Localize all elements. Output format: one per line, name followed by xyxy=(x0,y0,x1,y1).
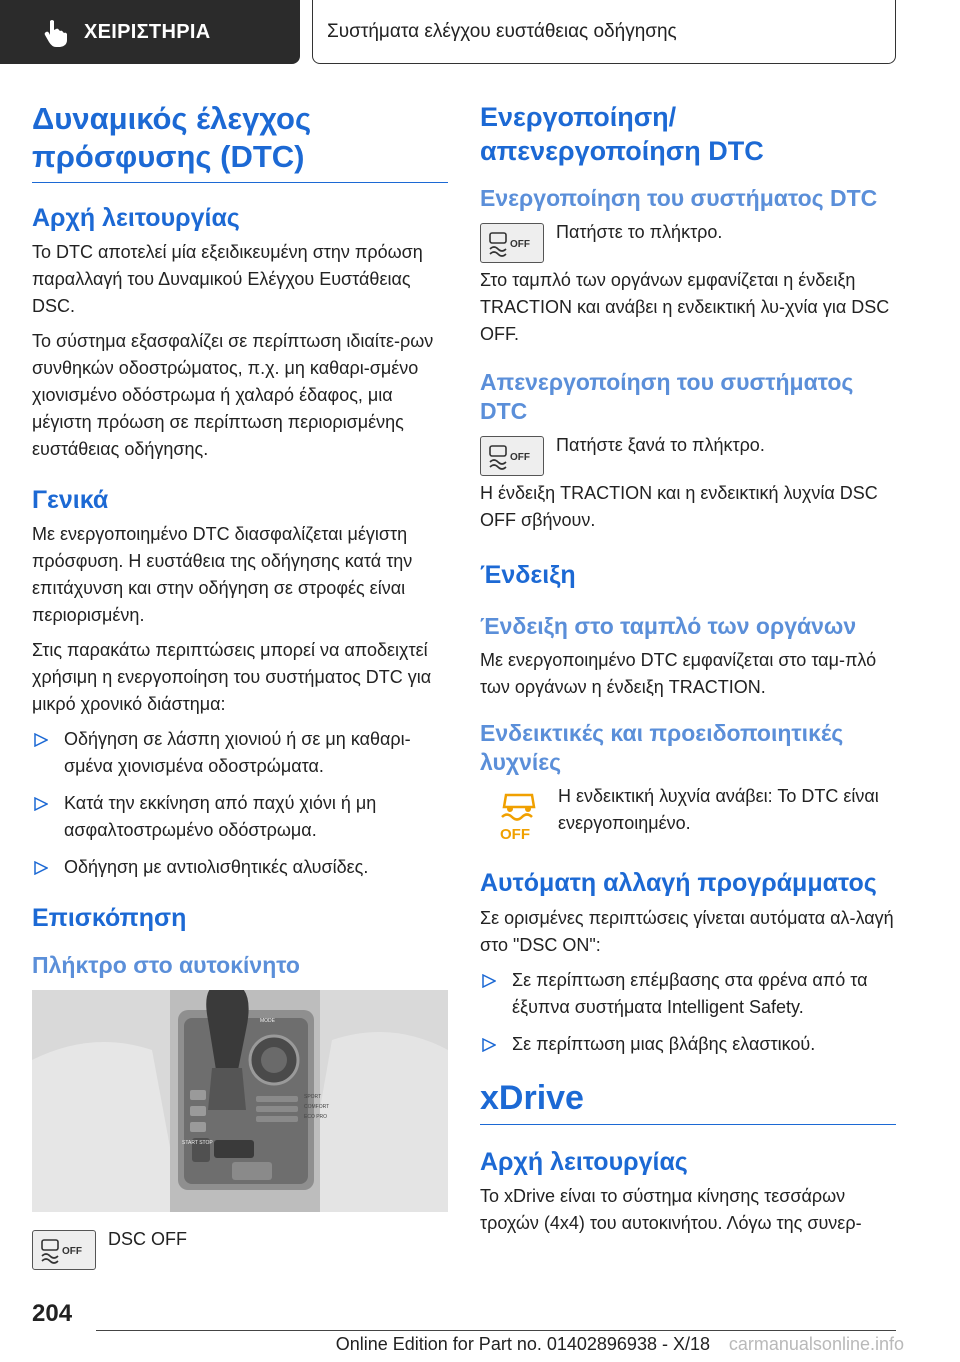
edition-info: Online Edition for Part no. 01402896938 - X/18 xyxy=(335,1334,710,1354)
general-heading: Γενικά xyxy=(32,486,109,514)
triangle-bullet-icon xyxy=(34,797,48,811)
indicator-heading: Ένδειξη xyxy=(480,561,576,589)
svg-text:OFF: OFF xyxy=(500,826,530,843)
photo-label-sport: SPORT xyxy=(304,1094,322,1100)
svg-text:OFF: OFF xyxy=(510,452,530,463)
activate-heading: Ενεργοποίηση του συστήματος DTC xyxy=(480,185,878,211)
general-paragraph-1: Με ενεργοποιημένο DTC διασφαλίζεται μέγιστη πρόσφυση. Η ευστάθεια της οδήγησης κατά την επιτάχυνση και στην οδήγηση σε στροφές είναι περιορισμένη. xyxy=(32,524,413,625)
dsc-off-caption-row xyxy=(32,1226,448,1270)
triangle-bullet-icon xyxy=(482,974,496,988)
dsc-off-icon xyxy=(32,1230,96,1270)
deactivate-heading: Απενεργοποίηση του συστήματος DTC xyxy=(480,369,854,424)
deactivate-result: Η ένδειξη TRACTION και η ενδεικτική λυχνία DSC OFF σβήνουν. xyxy=(480,483,878,530)
list-item: Κατά την εκκίνηση από παχύ χιόνι ή μη ασφαλτοστρωμένο οδόστρωμα. xyxy=(32,790,448,844)
photo-label-comfort: COMFORT xyxy=(304,1104,330,1110)
activate-step: Πατήστε το πλήκτρο. xyxy=(556,222,723,242)
svg-text:OFF: OFF xyxy=(62,1246,82,1257)
xdrive-title: xDrive xyxy=(480,1076,896,1125)
lamps-heading: Ενδεικτικές και προειδοποιητικές λυχνίες xyxy=(480,720,844,775)
xdrive-principle-heading: Αρχή λειτουργίας xyxy=(480,1148,688,1176)
list-item: Σε περίπτωση επέμβασης στα φρένα από τα έξυπνα συστήματα Intelligent Safety. xyxy=(480,967,896,1021)
deactivate-row xyxy=(480,432,896,476)
activation-title: Ενεργοποίηση/απενεργοποίηση DTC xyxy=(480,102,764,166)
dsc-off-caption: DSC OFF xyxy=(108,1229,187,1249)
dsc-off-warning-icon xyxy=(494,789,544,845)
dtc-title: Δυναμικός έλεγχος πρόσφυσης (DTC) xyxy=(32,100,448,183)
photo-label-mode: MODE xyxy=(260,1018,275,1024)
triangle-bullet-icon xyxy=(482,1038,496,1052)
footer-divider xyxy=(96,1330,896,1331)
watermark: carmanualsonline.info xyxy=(728,1334,904,1354)
center-console-photo xyxy=(32,990,448,1212)
situations-list xyxy=(32,726,448,881)
right-column xyxy=(480,100,896,1245)
list-item: Σε περίπτωση μιας βλάβης ελαστικού. xyxy=(480,1031,896,1058)
left-column xyxy=(32,100,448,1274)
auto-program-heading: Αυτόματη αλλαγή προγράμματος xyxy=(480,869,877,897)
list-item: Οδήγηση με αντιολισθητικές αλυσίδες. xyxy=(32,854,448,881)
svg-text:OFF: OFF xyxy=(510,239,530,250)
lamp-paragraph: Η ενδεικτική λυχνία ανάβει: Το DTC είναι ενεργοποιημένο. xyxy=(558,786,879,833)
lamp-row xyxy=(480,783,896,845)
auto-program-list xyxy=(480,967,896,1058)
triangle-bullet-icon xyxy=(34,861,48,875)
center-console-illustration xyxy=(32,990,448,1212)
xdrive-paragraph: Το xDrive είναι το σύστημα κίνησης τεσσάρων τροχών (4x4) του αυτοκινήτου. Λόγω της συνερ- xyxy=(480,1186,862,1233)
button-in-car-heading: Πλήκτρο στο αυτοκίνητο xyxy=(32,952,300,978)
section-title: Συστήματα ελέγχου ευστάθειας οδήγησης xyxy=(327,20,677,42)
principle-paragraph-1: Το DTC αποτελεί μία εξειδικευμένη στην πρόωση παραλλαγή του Δυναμικού Ελέγχου Ευστάθειας DSC. xyxy=(32,242,423,316)
dsc-off-icon xyxy=(480,223,544,263)
page-header xyxy=(0,0,960,66)
hand-pointer-icon xyxy=(40,17,70,47)
chapter-tab-label: ΧΕΙΡΙΣΤΗΡΙΑ xyxy=(84,20,211,43)
dsc-off-icon xyxy=(480,436,544,476)
activate-result: Στο ταμπλό των οργάνων εμφανίζεται η ένδειξη TRACTION και ανάβει η ενδεικτική λυ-χνία για DSC OFF. xyxy=(480,270,890,344)
overview-heading: Επισκόπηση xyxy=(32,904,187,932)
cluster-paragraph: Με ενεργοποιημένο DTC εμφανίζεται στο ταμ-πλό των οργάνων η ένδειξη TRACTION. xyxy=(480,650,877,697)
principle-heading: Αρχή λειτουργίας xyxy=(32,204,240,232)
auto-program-paragraph: Σε ορισμένες περιπτώσεις γίνεται αυτόματα αλ-λαγή στο "DSC ON": xyxy=(480,908,894,955)
section-title-box xyxy=(312,0,896,64)
photo-label-start-stop: START STOP xyxy=(182,1140,213,1146)
triangle-bullet-icon xyxy=(34,733,48,747)
chapter-tab[interactable] xyxy=(0,0,300,64)
cluster-heading: Ένδειξη στο ταμπλό των οργάνων xyxy=(480,613,857,639)
activate-row xyxy=(480,219,896,263)
page-number: 204 xyxy=(32,1300,73,1327)
principle-paragraph-2: Το σύστημα εξασφαλίζει σε περίπτωση ιδιαίτε-ρων συνθηκών οδοστρώματος, π.χ. μη καθαρι-σμένο χιονισμένο οδόστρωμα ή χαλαρό έδαφος, μια μέγιστη πρόωση σε περίπτωση περιορισμένης ευστάθειας οδήγησης. xyxy=(32,331,434,459)
photo-label-eco-pro: ECO PRO xyxy=(304,1114,328,1120)
general-paragraph-2: Στις παρακάτω περιπτώσεις μπορεί να αποδειχτεί χρήσιμη η ενεργοποίηση του συστήματος DTC για μικρό χρονικό διάστημα: xyxy=(32,640,432,714)
list-item: Οδήγηση σε λάσπη χιονιού ή σε μη καθαρι-σμένα χιονισμένα οδοστρώματα. xyxy=(32,726,448,780)
deactivate-step: Πατήστε ξανά το πλήκτρο. xyxy=(556,435,765,455)
